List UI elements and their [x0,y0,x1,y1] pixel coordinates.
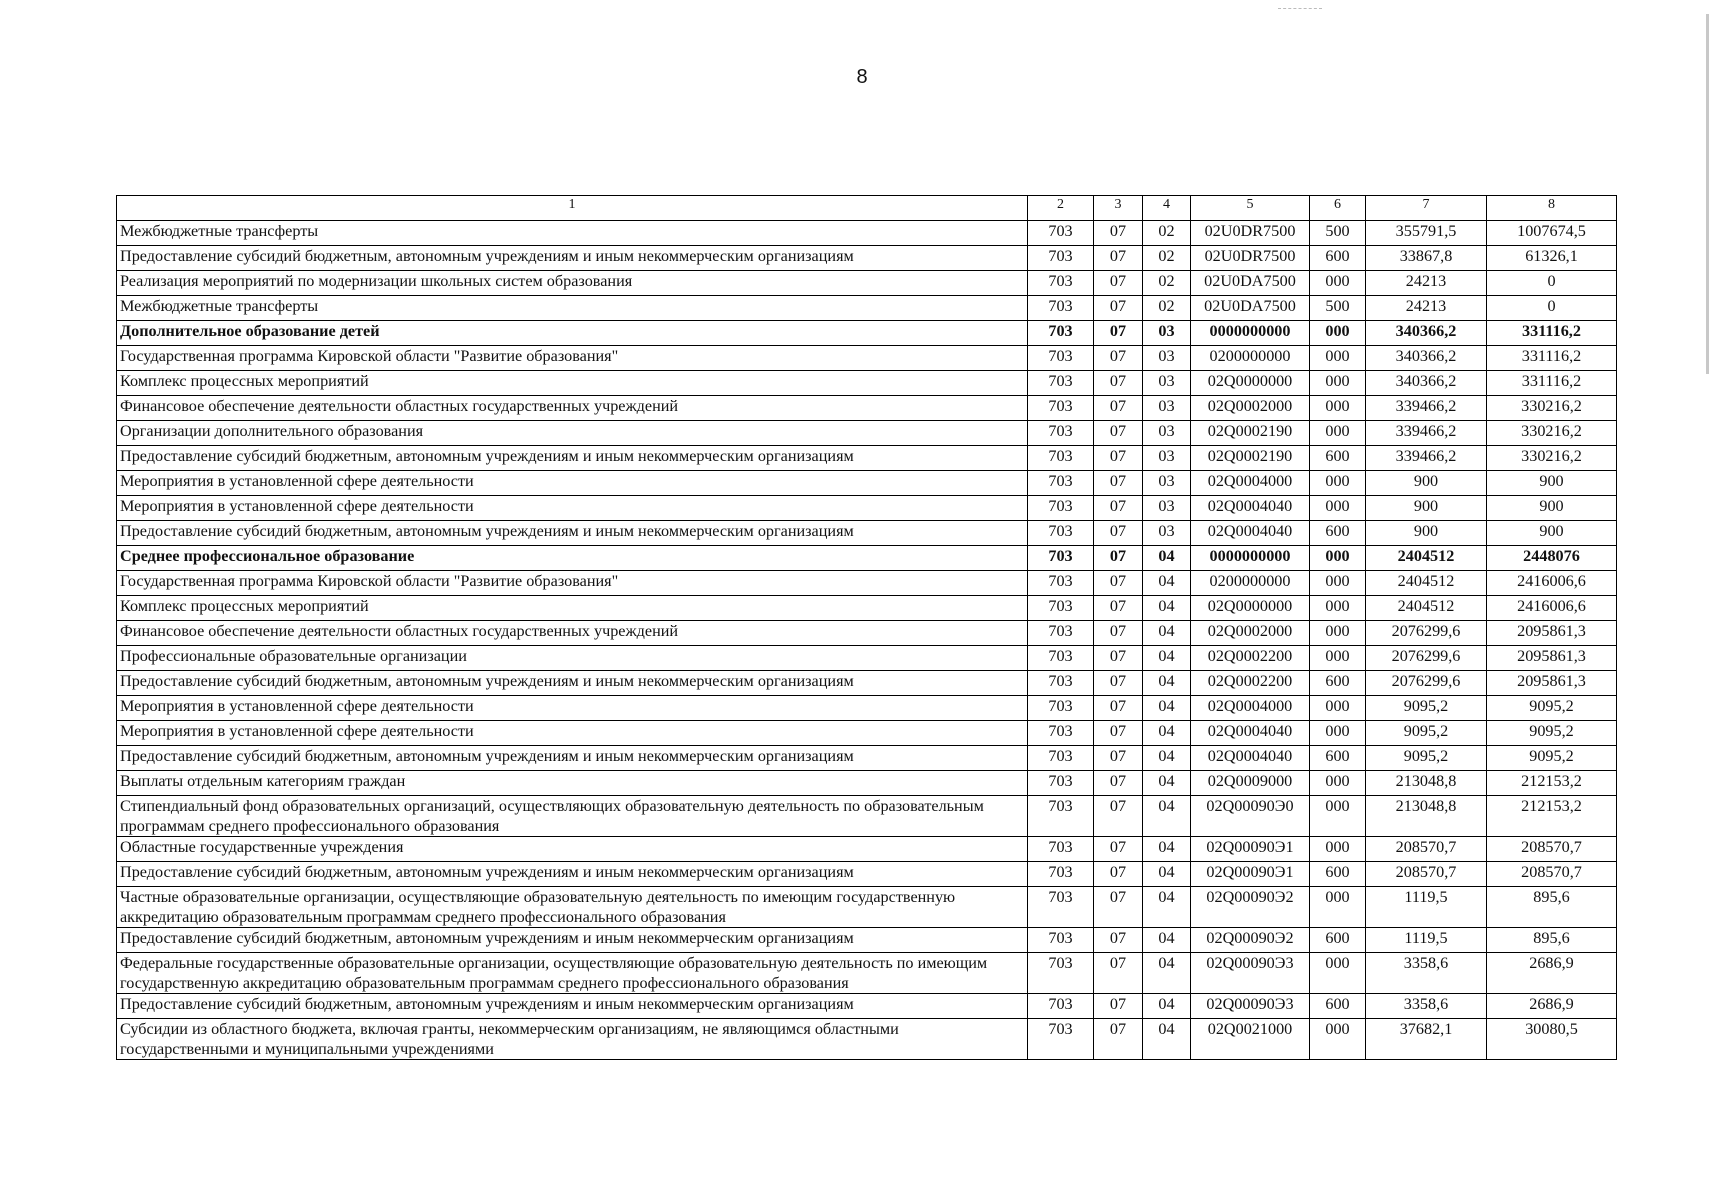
cell-col-5: 02Q0002190 [1191,421,1310,446]
cell-col-3: 07 [1094,446,1143,471]
cell-col-6: 000 [1310,271,1366,296]
cell-col-6: 000 [1310,471,1366,496]
cell-col-4: 04 [1143,1019,1191,1060]
cell-col-5: 02Q00090Э3 [1191,994,1310,1019]
cell-col-8: 2686,9 [1487,953,1617,994]
cell-col-2: 703 [1028,371,1094,396]
cell-col-3: 07 [1094,1019,1143,1060]
row-name-cell: Мероприятия в установленной сфере деятельности [117,496,1028,521]
cell-col-2: 703 [1028,571,1094,596]
table-row [117,421,1617,446]
cell-col-7: 213048,8 [1366,771,1487,796]
cell-col-4: 04 [1143,696,1191,721]
table-row [117,994,1617,1019]
cell-col-5: 02Q0004040 [1191,496,1310,521]
table-row [117,271,1617,296]
cell-col-5: 02Q0004000 [1191,471,1310,496]
cell-col-2: 703 [1028,321,1094,346]
cell-col-6: 000 [1310,887,1366,928]
cell-col-4: 04 [1143,646,1191,671]
row-name-cell: Среднее профессиональное образование [117,546,1028,571]
cell-col-7: 339466,2 [1366,396,1487,421]
cell-col-8: 212153,2 [1487,771,1617,796]
cell-col-7: 208570,7 [1366,862,1487,887]
cell-col-3: 07 [1094,746,1143,771]
cell-col-4: 04 [1143,621,1191,646]
cell-col-6: 600 [1310,994,1366,1019]
cell-col-2: 703 [1028,887,1094,928]
column-header: 2 [1028,196,1094,221]
cell-col-5: 02Q0002000 [1191,396,1310,421]
cell-col-2: 703 [1028,446,1094,471]
cell-col-2: 703 [1028,496,1094,521]
column-header: 3 [1094,196,1143,221]
table-row [117,887,1617,928]
row-name-cell: Федеральные государственные образовательные организации, осуществляющие образовательную деятельность по имеющим государственную аккредитацию образовательным программам среднего профессионального образования [117,953,1028,994]
cell-col-2: 703 [1028,271,1094,296]
cell-col-4: 03 [1143,471,1191,496]
cell-col-8: 900 [1487,496,1617,521]
cell-col-6: 000 [1310,837,1366,862]
cell-col-5: 02U0DR7500 [1191,221,1310,246]
row-name-cell: Предоставление субсидий бюджетным, автономным учреждениям и иным некоммерческим организациям [117,994,1028,1019]
table-row [117,571,1617,596]
cell-col-7: 2076299,6 [1366,646,1487,671]
cell-col-7: 1119,5 [1366,928,1487,953]
cell-col-2: 703 [1028,546,1094,571]
cell-col-4: 03 [1143,346,1191,371]
cell-col-3: 07 [1094,596,1143,621]
cell-col-4: 02 [1143,296,1191,321]
cell-col-8: 0 [1487,296,1617,321]
cell-col-8: 2095861,3 [1487,671,1617,696]
cell-col-2: 703 [1028,746,1094,771]
cell-col-2: 703 [1028,521,1094,546]
cell-col-6: 600 [1310,246,1366,271]
cell-col-6: 500 [1310,221,1366,246]
cell-col-8: 30080,5 [1487,1019,1617,1060]
cell-col-4: 04 [1143,887,1191,928]
cell-col-4: 04 [1143,721,1191,746]
cell-col-2: 703 [1028,346,1094,371]
table-row [117,837,1617,862]
table-row [117,246,1617,271]
cell-col-4: 02 [1143,271,1191,296]
cell-col-6: 000 [1310,696,1366,721]
cell-col-4: 04 [1143,796,1191,837]
cell-col-6: 000 [1310,596,1366,621]
cell-col-4: 04 [1143,771,1191,796]
cell-col-2: 703 [1028,994,1094,1019]
page-number: 8 [856,66,868,88]
cell-col-2: 703 [1028,296,1094,321]
cell-col-7: 2404512 [1366,571,1487,596]
cell-col-5: 0200000000 [1191,571,1310,596]
cell-col-3: 07 [1094,646,1143,671]
cell-col-8: 0 [1487,271,1617,296]
cell-col-3: 07 [1094,221,1143,246]
cell-col-8: 330216,2 [1487,421,1617,446]
row-name-cell: Профессиональные образовательные организации [117,646,1028,671]
column-header: 4 [1143,196,1191,221]
cell-col-8: 1007674,5 [1487,221,1617,246]
cell-col-2: 703 [1028,1019,1094,1060]
cell-col-5: 02Q0000000 [1191,371,1310,396]
cell-col-5: 0000000000 [1191,321,1310,346]
row-name-cell: Межбюджетные трансферты [117,221,1028,246]
cell-col-8: 330216,2 [1487,446,1617,471]
cell-col-8: 208570,7 [1487,862,1617,887]
cell-col-8: 2448076 [1487,546,1617,571]
cell-col-4: 04 [1143,671,1191,696]
cell-col-4: 03 [1143,521,1191,546]
cell-col-3: 07 [1094,346,1143,371]
row-name-cell: Мероприятия в установленной сфере деятельности [117,471,1028,496]
cell-col-4: 04 [1143,953,1191,994]
cell-col-4: 03 [1143,446,1191,471]
cell-col-2: 703 [1028,928,1094,953]
cell-col-2: 703 [1028,646,1094,671]
cell-col-4: 03 [1143,371,1191,396]
row-name-cell: Комплекс процессных мероприятий [117,596,1028,621]
cell-col-8: 2095861,3 [1487,621,1617,646]
cell-col-6: 600 [1310,671,1366,696]
row-name-cell: Субсидии из областного бюджета, включая гранты, некоммерческим организациям, не являющимся областными государственными и муниципальными учреждениями [117,1019,1028,1060]
cell-col-8: 9095,2 [1487,696,1617,721]
cell-col-8: 895,6 [1487,928,1617,953]
cell-col-4: 04 [1143,596,1191,621]
cell-col-6: 000 [1310,721,1366,746]
cell-col-5: 02Q0004040 [1191,721,1310,746]
cell-col-4: 04 [1143,571,1191,596]
cell-col-2: 703 [1028,221,1094,246]
cell-col-4: 03 [1143,496,1191,521]
table-row [117,746,1617,771]
cell-col-2: 703 [1028,796,1094,837]
cell-col-7: 208570,7 [1366,837,1487,862]
cell-col-3: 07 [1094,371,1143,396]
cell-col-8: 331116,2 [1487,371,1617,396]
cell-col-3: 07 [1094,521,1143,546]
cell-col-5: 02U0DA7500 [1191,271,1310,296]
cell-col-2: 703 [1028,596,1094,621]
table-row [117,596,1617,621]
cell-col-5: 02Q0004040 [1191,521,1310,546]
cell-col-6: 000 [1310,621,1366,646]
cell-col-2: 703 [1028,246,1094,271]
cell-col-4: 02 [1143,221,1191,246]
cell-col-4: 04 [1143,837,1191,862]
cell-col-7: 339466,2 [1366,421,1487,446]
cell-col-7: 9095,2 [1366,746,1487,771]
row-name-cell: Мероприятия в установленной сфере деятельности [117,696,1028,721]
cell-col-7: 900 [1366,521,1487,546]
cell-col-5: 02U0DA7500 [1191,296,1310,321]
table-row [117,546,1617,571]
cell-col-5: 02Q0002200 [1191,671,1310,696]
table-row [117,221,1617,246]
cell-col-8: 2686,9 [1487,994,1617,1019]
cell-col-8: 900 [1487,471,1617,496]
cell-col-3: 07 [1094,396,1143,421]
table-row [117,296,1617,321]
cell-col-7: 340366,2 [1366,371,1487,396]
row-name-cell: Частные образовательные организации, осуществляющие образовательную деятельность по имеющим государственную аккредитацию образовательным программам среднего профессионального образования [117,887,1028,928]
cell-col-6: 600 [1310,862,1366,887]
row-name-cell: Стипендиальный фонд образовательных организаций, осуществляющих образовательную деятельность по образовательным программам среднего профессионального образования [117,796,1028,837]
table-row [117,496,1617,521]
cell-col-7: 3358,6 [1366,994,1487,1019]
cell-col-8: 331116,2 [1487,321,1617,346]
cell-col-3: 07 [1094,953,1143,994]
cell-col-5: 0200000000 [1191,346,1310,371]
cell-col-8: 208570,7 [1487,837,1617,862]
table-row [117,396,1617,421]
cell-col-2: 703 [1028,721,1094,746]
cell-col-8: 2416006,6 [1487,571,1617,596]
cell-col-3: 07 [1094,696,1143,721]
column-header: 7 [1366,196,1487,221]
table-row [117,346,1617,371]
cell-col-5: 02Q0002190 [1191,446,1310,471]
cell-col-3: 07 [1094,471,1143,496]
cell-col-3: 07 [1094,862,1143,887]
cell-col-6: 500 [1310,296,1366,321]
cell-col-8: 2416006,6 [1487,596,1617,621]
cell-col-3: 07 [1094,246,1143,271]
cell-col-7: 33867,8 [1366,246,1487,271]
cell-col-7: 37682,1 [1366,1019,1487,1060]
cell-col-8: 895,6 [1487,887,1617,928]
cell-col-6: 000 [1310,371,1366,396]
cell-col-3: 07 [1094,546,1143,571]
cell-col-3: 07 [1094,721,1143,746]
cell-col-8: 9095,2 [1487,746,1617,771]
cell-col-2: 703 [1028,771,1094,796]
cell-col-4: 02 [1143,246,1191,271]
cell-col-7: 24213 [1366,296,1487,321]
row-name-cell: Предоставление субсидий бюджетным, автономным учреждениям и иным некоммерческим организациям [117,246,1028,271]
table-body [117,196,1617,1060]
cell-col-6: 600 [1310,928,1366,953]
table-row [117,471,1617,496]
cell-col-7: 9095,2 [1366,696,1487,721]
table-row [117,521,1617,546]
cell-col-6: 000 [1310,396,1366,421]
cell-col-7: 2076299,6 [1366,671,1487,696]
row-name-cell: Организации дополнительного образования [117,421,1028,446]
cell-col-4: 03 [1143,421,1191,446]
cell-col-3: 07 [1094,321,1143,346]
cell-col-5: 02Q00090Э2 [1191,928,1310,953]
cell-col-4: 04 [1143,928,1191,953]
row-name-cell: Межбюджетные трансферты [117,296,1028,321]
row-name-cell: Финансовое обеспечение деятельности областных государственных учреждений [117,621,1028,646]
row-name-cell: Выплаты отдельным категориям граждан [117,771,1028,796]
cell-col-6: 000 [1310,771,1366,796]
row-name-cell: Государственная программа Кировской области "Развитие образования" [117,571,1028,596]
cell-col-5: 02Q0021000 [1191,1019,1310,1060]
table-row [117,862,1617,887]
table-row [117,321,1617,346]
cell-col-6: 000 [1310,571,1366,596]
cell-col-2: 703 [1028,621,1094,646]
cell-col-5: 02Q00090Э0 [1191,796,1310,837]
cell-col-7: 355791,5 [1366,221,1487,246]
column-header: 1 [117,196,1028,221]
cell-col-5: 02Q0002200 [1191,646,1310,671]
cell-col-4: 04 [1143,746,1191,771]
cell-col-7: 213048,8 [1366,796,1487,837]
cell-col-2: 703 [1028,396,1094,421]
cell-col-5: 02Q0000000 [1191,596,1310,621]
cell-col-8: 331116,2 [1487,346,1617,371]
cell-col-3: 07 [1094,421,1143,446]
cell-col-3: 07 [1094,928,1143,953]
table-row [117,721,1617,746]
cell-col-5: 02Q0004000 [1191,696,1310,721]
cell-col-7: 2404512 [1366,546,1487,571]
cell-col-6: 000 [1310,546,1366,571]
column-header: 8 [1487,196,1617,221]
cell-col-2: 703 [1028,953,1094,994]
cell-col-7: 9095,2 [1366,721,1487,746]
budget-table [116,195,1617,1060]
header-row [117,196,1617,221]
table-row [117,371,1617,396]
cell-col-3: 07 [1094,496,1143,521]
column-header: 6 [1310,196,1366,221]
table-row [117,796,1617,837]
cell-col-5: 02Q00090Э2 [1191,887,1310,928]
column-header: 5 [1191,196,1310,221]
cell-col-4: 03 [1143,396,1191,421]
cell-col-6: 000 [1310,346,1366,371]
cell-col-7: 340366,2 [1366,321,1487,346]
cell-col-4: 03 [1143,321,1191,346]
cell-col-7: 900 [1366,496,1487,521]
cell-col-4: 04 [1143,862,1191,887]
cell-col-3: 07 [1094,671,1143,696]
scan-artifact [1278,8,1322,9]
table-row [117,1019,1617,1060]
cell-col-2: 703 [1028,696,1094,721]
cell-col-3: 07 [1094,796,1143,837]
row-name-cell: Предоставление субсидий бюджетным, автономным учреждениям и иным некоммерческим организациям [117,446,1028,471]
row-name-cell: Предоставление субсидий бюджетным, автономным учреждениям и иным некоммерческим организациям [117,521,1028,546]
cell-col-3: 07 [1094,296,1143,321]
cell-col-3: 07 [1094,837,1143,862]
cell-col-8: 212153,2 [1487,796,1617,837]
cell-col-8: 900 [1487,521,1617,546]
cell-col-7: 1119,5 [1366,887,1487,928]
table-row [117,646,1617,671]
cell-col-7: 24213 [1366,271,1487,296]
table-row [117,928,1617,953]
cell-col-3: 07 [1094,271,1143,296]
table-row [117,621,1617,646]
cell-col-5: 02Q00090Э1 [1191,837,1310,862]
cell-col-2: 703 [1028,421,1094,446]
table-row [117,953,1617,994]
cell-col-5: 02Q00090Э1 [1191,862,1310,887]
cell-col-7: 3358,6 [1366,953,1487,994]
cell-col-2: 703 [1028,862,1094,887]
row-name-cell: Дополнительное образование детей [117,321,1028,346]
table-row [117,446,1617,471]
cell-col-6: 000 [1310,496,1366,521]
cell-col-6: 000 [1310,421,1366,446]
cell-col-7: 339466,2 [1366,446,1487,471]
row-name-cell: Реализация мероприятий по модернизации школьных систем образования [117,271,1028,296]
cell-col-7: 340366,2 [1366,346,1487,371]
cell-col-2: 703 [1028,837,1094,862]
cell-col-7: 900 [1366,471,1487,496]
cell-col-6: 000 [1310,953,1366,994]
table-row [117,696,1617,721]
cell-col-6: 000 [1310,796,1366,837]
cell-col-5: 0000000000 [1191,546,1310,571]
cell-col-2: 703 [1028,471,1094,496]
cell-col-4: 04 [1143,994,1191,1019]
row-name-cell: Финансовое обеспечение деятельности областных государственных учреждений [117,396,1028,421]
row-name-cell: Областные государственные учреждения [117,837,1028,862]
cell-col-5: 02Q00090Э3 [1191,953,1310,994]
cell-col-5: 02Q0009000 [1191,771,1310,796]
cell-col-2: 703 [1028,671,1094,696]
row-name-cell: Предоставление субсидий бюджетным, автономным учреждениям и иным некоммерческим организациям [117,862,1028,887]
cell-col-5: 02Q0002000 [1191,621,1310,646]
cell-col-8: 9095,2 [1487,721,1617,746]
cell-col-6: 600 [1310,521,1366,546]
cell-col-6: 600 [1310,746,1366,771]
cell-col-3: 07 [1094,771,1143,796]
row-name-cell: Предоставление субсидий бюджетным, автономным учреждениям и иным некоммерческим организациям [117,746,1028,771]
table-row [117,771,1617,796]
cell-col-5: 02Q0004040 [1191,746,1310,771]
cell-col-7: 2404512 [1366,596,1487,621]
cell-col-3: 07 [1094,994,1143,1019]
cell-col-4: 04 [1143,546,1191,571]
table-row [117,671,1617,696]
row-name-cell: Предоставление субсидий бюджетным, автономным учреждениям и иным некоммерческим организациям [117,671,1028,696]
row-name-cell: Предоставление субсидий бюджетным, автономным учреждениям и иным некоммерческим организациям [117,928,1028,953]
cell-col-6: 600 [1310,446,1366,471]
cell-col-7: 2076299,6 [1366,621,1487,646]
row-name-cell: Комплекс процессных мероприятий [117,371,1028,396]
row-name-cell: Государственная программа Кировской области "Развитие образования" [117,346,1028,371]
cell-col-3: 07 [1094,621,1143,646]
cell-col-3: 07 [1094,887,1143,928]
cell-col-8: 2095861,3 [1487,646,1617,671]
cell-col-3: 07 [1094,571,1143,596]
cell-col-6: 000 [1310,321,1366,346]
cell-col-8: 330216,2 [1487,396,1617,421]
cell-col-6: 000 [1310,646,1366,671]
cell-col-8: 61326,1 [1487,246,1617,271]
row-name-cell: Мероприятия в установленной сфере деятельности [117,721,1028,746]
cell-col-5: 02U0DR7500 [1191,246,1310,271]
cell-col-6: 000 [1310,1019,1366,1060]
